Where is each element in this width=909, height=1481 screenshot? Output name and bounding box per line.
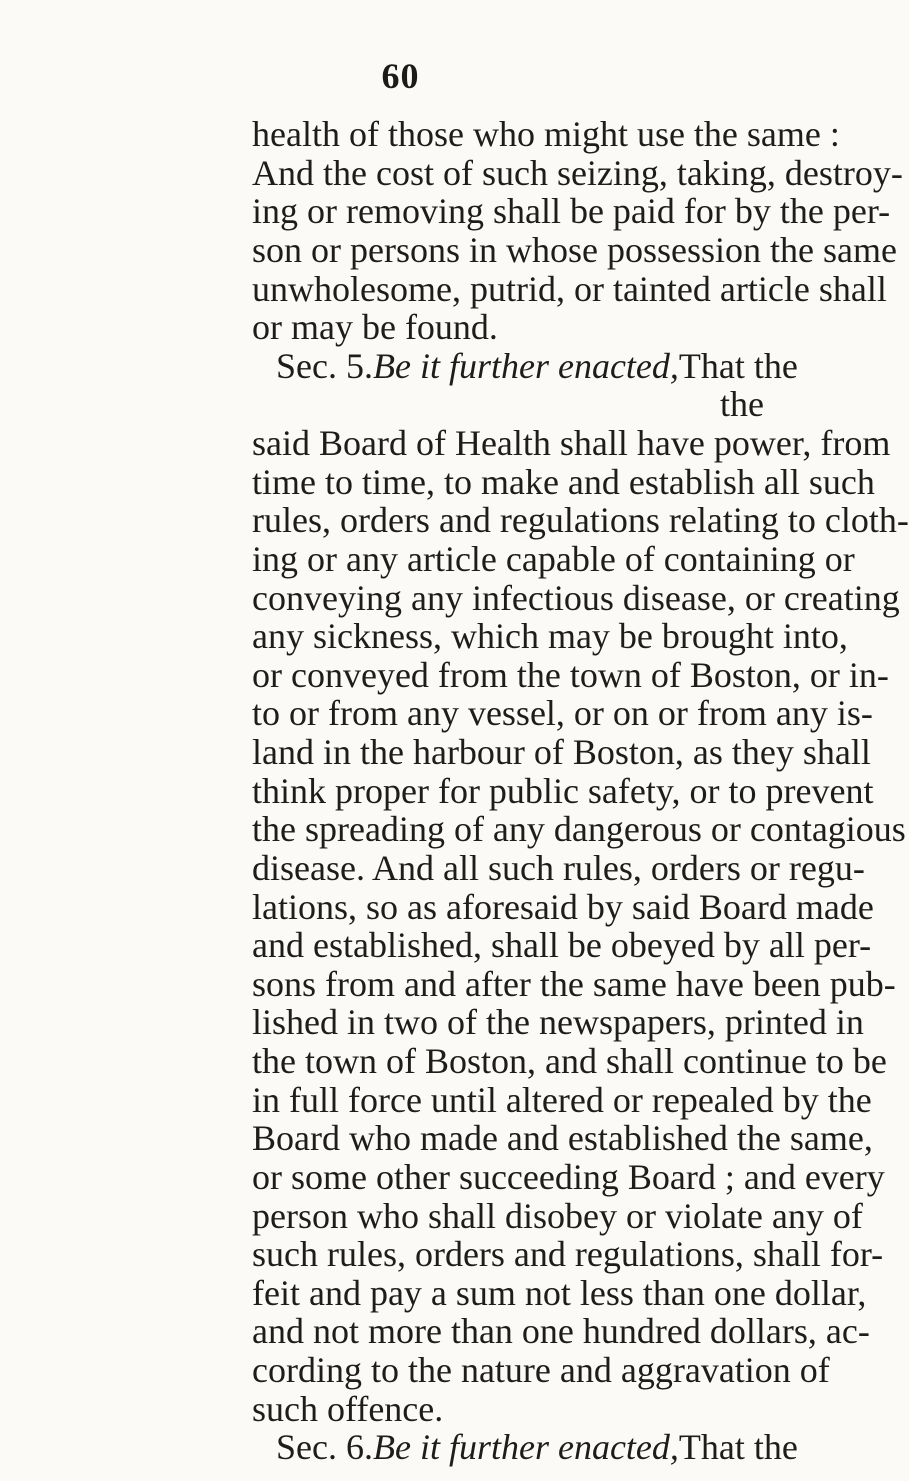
text-line: lations, so as aforesaid by said Board made [252,886,874,927]
text-line: Board who made and established the same, [252,1118,873,1159]
text-line: feit and pay a sum not less than one dollar, [252,1272,867,1313]
section-heading-5 [276,345,798,386]
text-line: disease. And all such rules, orders or regu- [252,847,865,888]
text-line: such rules, orders and regulations, shall for- [252,1234,884,1275]
text-line: the [720,384,764,425]
text-line: unwholesome, putrid, or tainted article shall [252,268,887,309]
section-label: Sec. 6. [276,1427,373,1468]
text-line: think proper for public safety, or to prevent [252,770,874,811]
text-line: and not more than one hundred dollars, ac- [252,1311,870,1352]
text-line: son or persons in whose possession the same [252,229,897,270]
text-line: And the cost of such seizing, taking, destroy- [252,152,903,193]
section-enactment: Be it further enacted, [372,1427,679,1468]
section-lead: That the [678,1427,798,1468]
text-line: sons from and after the same have been pub- [252,963,896,1004]
text-line: conveying any infectious disease, or creating [252,577,900,618]
text-line: said Board of Health shall have power, from [252,423,891,464]
text-line: cording to the nature and aggravation of [252,1350,830,1391]
text-line: rules, orders and regulations relating to cloth- [252,500,909,541]
page-number: 60 [381,56,420,96]
text-line: person who shall disobey or violate any of [252,1195,863,1236]
text-line: lished in two of the newspapers, printed in [252,1002,864,1043]
text-line: health of those who might use the same : [252,114,840,154]
text-line: such offence. [252,1388,444,1429]
text-line: ing or removing shall be paid for by the per- [252,191,891,232]
text-line: time to time, to make and establish all such [252,461,875,502]
text-line: land in the harbour of Boston, as they shall [252,732,871,773]
text-line: any sickness, which may be brought into, [252,616,848,657]
section-heading-6 [276,1427,798,1468]
section-enactment: Be it further enacted, [372,345,679,386]
section-lead: That the [678,345,798,386]
text-line: ing or any article capable of containing or [252,538,855,579]
text-line: and established, shall be obeyed by all per- [252,925,872,966]
text-line: or conveyed from the town of Boston, or in- [252,654,889,695]
text-line: or may be found. [252,307,498,348]
text-line: the spreading of any dangerous or contagious [252,809,906,850]
text-line: in full force until altered or repealed by the [252,1079,872,1120]
text-line: the town of Boston, and shall continue to be [252,1041,887,1082]
text-line: or some other succeeding Board ; and every [252,1156,885,1197]
section-label: Sec. 5. [276,345,373,386]
text-line: to or from any vessel, or on or from any is- [252,693,873,734]
